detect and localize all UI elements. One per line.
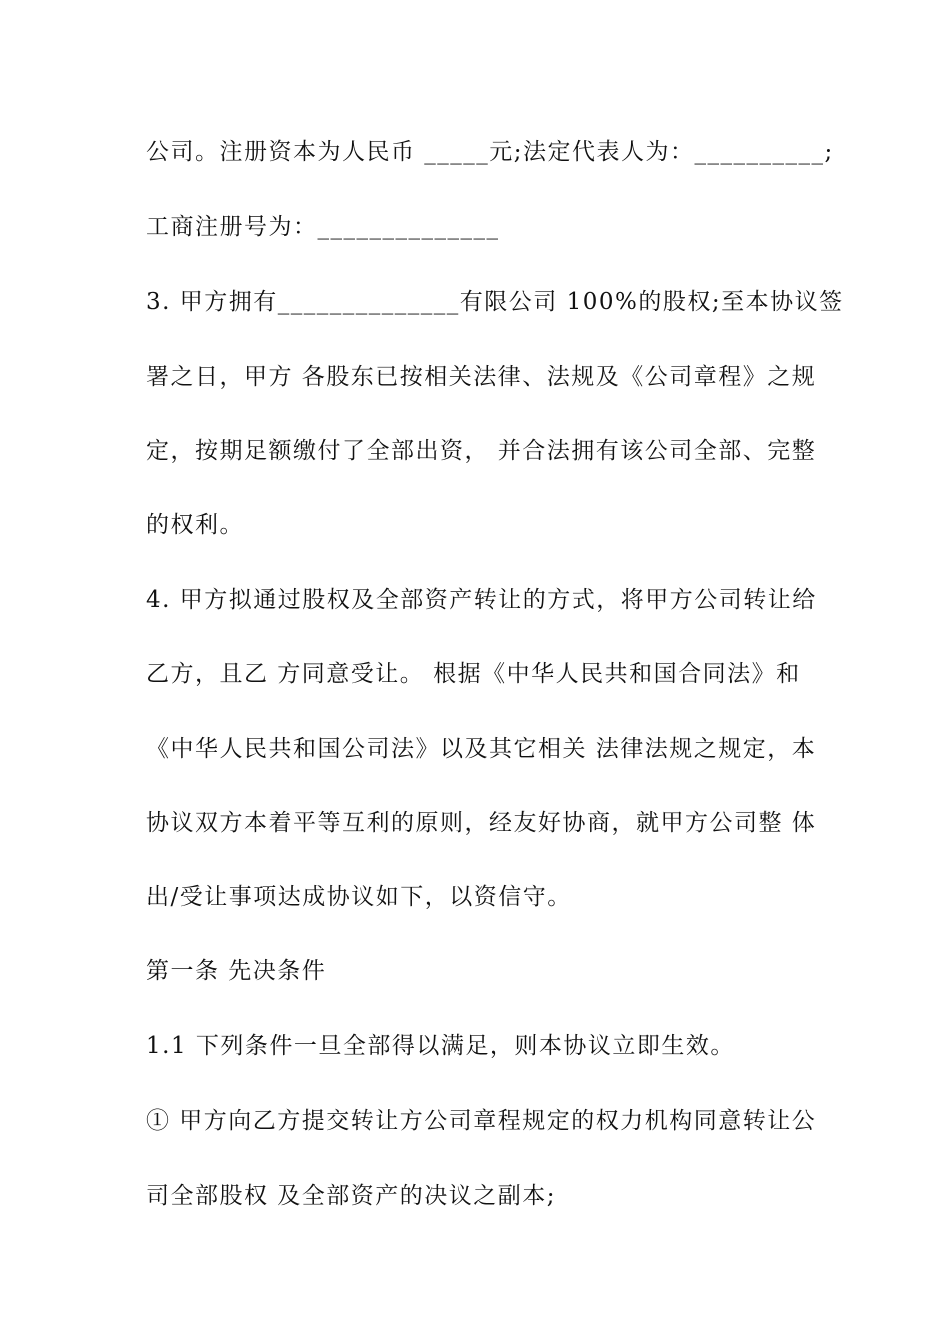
text-line: 的权利。 xyxy=(146,512,244,538)
article-heading: 第一条 先决条件 xyxy=(146,958,327,984)
text-line-registered-capital: 公司。注册资本为人民币 _____元;法定代表人为：__________; xyxy=(146,139,834,165)
text-line-clause-4: 4. 甲方拟通过股权及全部资产转让的方式，将甲方公司转让给 xyxy=(146,587,817,613)
text-line: 协议双方本着平等互利的原则，经友好协商，就甲方公司整 体 xyxy=(146,810,817,836)
text-line: 乙方，且乙 方同意受让。 根据《中华人民共和国合同法》和 xyxy=(146,661,801,687)
text-line-condition-1: ① 甲方向乙方提交转让方公司章程规定的权力机构同意转让公 xyxy=(146,1108,817,1134)
text-line: 《中华人民共和国公司法》以及其它相关 法律法规之规定，本 xyxy=(146,736,817,762)
text-line-clause-3: 3. 甲方拥有______________有限公司 100%的股权;至本协议签 xyxy=(146,289,844,315)
text-line: 出/受让事项达成协议如下，以资信守。 xyxy=(146,884,572,910)
text-line-clause-1-1: 1.1 下列条件一旦全部得以满足，则本协议立即生效。 xyxy=(146,1033,735,1059)
text-line: 司全部股权 及全部资产的决议之副本; xyxy=(146,1183,557,1209)
text-line: 定，按期足额缴付了全部出资， 并合法拥有该公司全部、完整 xyxy=(146,438,817,464)
text-line-registration-number: 工商注册号为：______________ xyxy=(146,214,500,240)
text-line: 署之日，甲方 各股东已按相关法律、法规及《公司章程》之规 xyxy=(146,364,817,390)
